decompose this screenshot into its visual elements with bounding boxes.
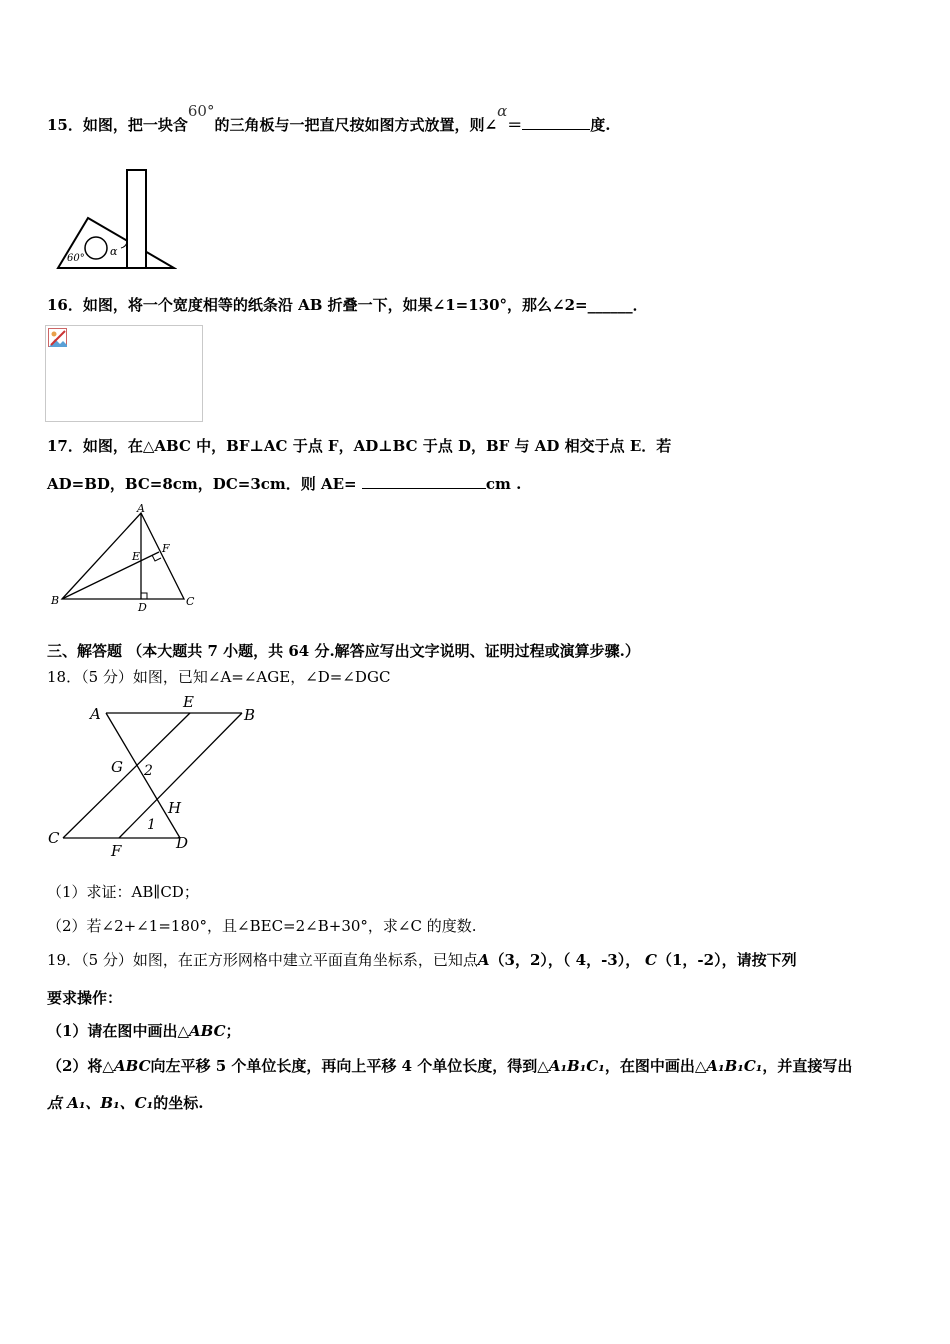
q18-label-D: D (176, 834, 189, 852)
q17-answer-blank (362, 474, 486, 489)
q18-label-C: C (48, 829, 60, 847)
q17-line1: 17．如图，在△ABC 中，BF⊥AC 于点 F，AD⊥BC 于点 D，BF 与 AD 相交于点 E．若 (47, 437, 672, 455)
q19-point-C: C (645, 951, 657, 969)
q17-label-A: A (137, 502, 145, 515)
q18-label-H: H (168, 799, 182, 817)
q15-label-alpha: α (110, 245, 118, 258)
q18-label-2: 2 (144, 763, 153, 779)
q18-label-1: 1 (147, 817, 156, 833)
q15-angle-60: 60° (187, 102, 215, 120)
section3-heading (47, 641, 640, 661)
q17-figure (48, 502, 198, 614)
q15-ruler (127, 170, 146, 268)
q19-point-A: A (477, 951, 490, 969)
q17-label-C: C (186, 595, 195, 608)
broken-image-icon (48, 328, 68, 348)
q17-label-B: B (51, 594, 60, 607)
q15-answer-blank (522, 115, 590, 130)
q19-stem-line1: 19．（5 分）如图，在正方形网格中建立平面直角坐标系，已知点A（3，2），（ 4，-3）， C（1，-2），请按下列 (47, 951, 797, 969)
q17-label-E: E (132, 550, 141, 563)
q19-part1: （1）请在图中画出△ABC； (47, 1022, 241, 1040)
q16-broken-image (45, 325, 203, 422)
q18-label-F: F (111, 842, 122, 860)
q15-label-60: 60° (67, 253, 85, 264)
q18-label-E: E (183, 693, 194, 711)
q15-triangle-hole (85, 237, 107, 259)
q18-label-A: A (90, 705, 101, 723)
q18-label-G: G (111, 758, 123, 776)
q17-line2: AD=BD，BC=8cm，DC=3cm．则 AE= cm . (47, 475, 522, 493)
q18-part1: （1）求证：AB∥CD； (47, 883, 199, 901)
q15-alpha: α (497, 102, 508, 120)
q19-stem-line2: 要求操作： (47, 989, 123, 1007)
q19-part2: （2）将△ABC向左平移 5 个单位长度，再向上平移 4 个单位长度，得到△A₁B₁C₁，在图中画出△A₁B₁C₁，并直接写出 (47, 1057, 853, 1075)
q16-text: 16．如图，将一个宽度相等的纸条沿 AB 折叠一下，如果∠1=130°，那么∠2=______． (47, 296, 648, 314)
section3-title: 三、解答题 (47, 642, 123, 660)
section3-desc: （本大题共 7 小题，共 64 分.解答应写出文字说明、证明过程或演算步骤.） (127, 642, 640, 660)
q15-text: 15．如图，把一块含60°的三角板与一把直尺按如图方式放置，则∠α＝ 度. (47, 102, 611, 134)
q17-label-F: F (162, 542, 170, 555)
q19-part2-cont: 点 A₁、B₁、C₁的坐标. (47, 1094, 204, 1112)
q18-part2: （2）若∠2+∠1=180°，且∠BEC=2∠B+30°，求∠C 的度数. (47, 917, 477, 935)
q17-label-D: D (138, 601, 147, 614)
q18-label-B: B (244, 706, 256, 724)
q15-number: 15． (47, 116, 83, 134)
q18-figure (45, 693, 260, 863)
q18-stem: 18．（5 分）如图，已知∠A=∠AGE，∠D=∠DGC (47, 668, 391, 686)
q15-figure (52, 165, 177, 275)
